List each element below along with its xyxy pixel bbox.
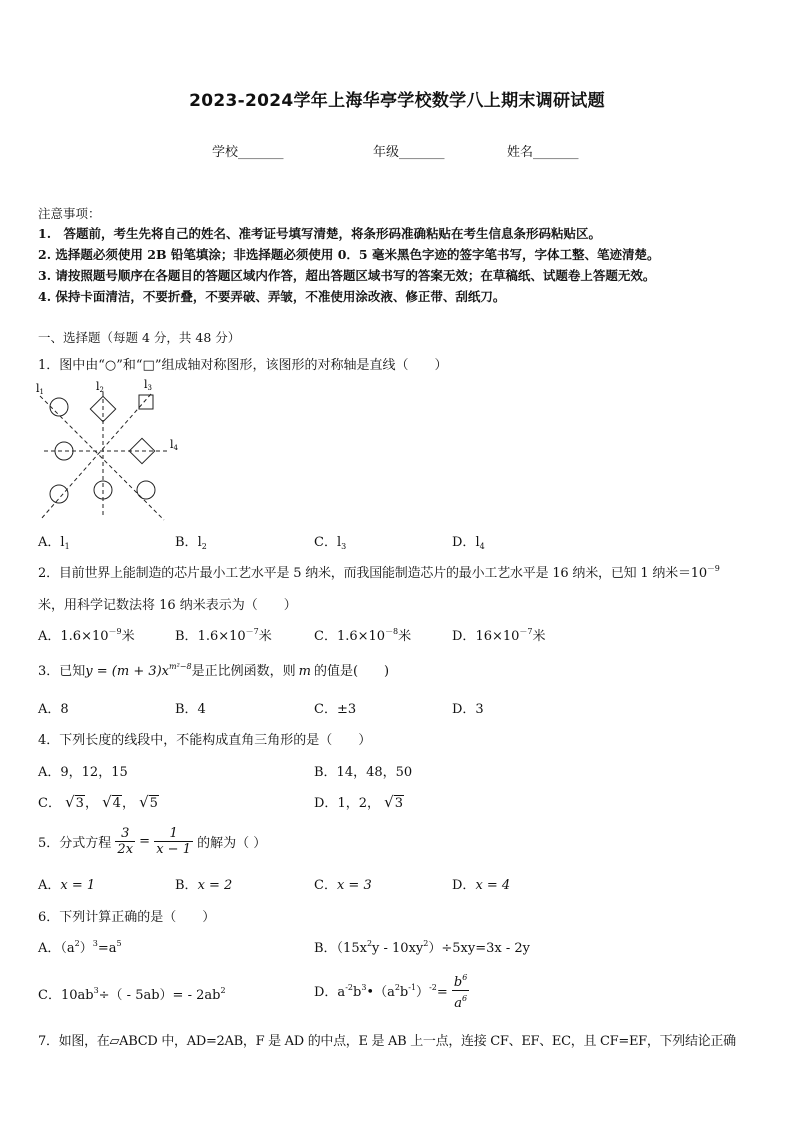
q3-option-d: D．3 — [452, 702, 484, 717]
fraction-1-over-x-minus-1: $\frac{1}{x - 1}$ — [156, 826, 191, 857]
q1-option-c: C．$l_3$ — [314, 535, 347, 551]
fraction-3-over-2x: $\frac{3}{2x}$ — [117, 826, 134, 857]
q4-option-c: C． √3， √4， √5 — [38, 793, 158, 811]
sqrt-3: √3 — [384, 793, 403, 811]
q1-stem: 1．图中由“○”和“□”组成轴对称图形，该图形的对称轴是直线（ ） — [38, 358, 448, 373]
q1-option-b: B．$l_2$ — [175, 535, 207, 551]
q4-stem: 4．下列长度的线段中，不能构成直角三角形的是（ ） — [38, 733, 372, 748]
circle-shape — [50, 398, 68, 416]
q2-option-a: A．$1.6\times 10^{-9}$米 — [38, 627, 135, 644]
page-title: 2023-2024学年上海华亭学校数学八上期末调研试题 — [189, 91, 605, 111]
q5-option-b: B．x = 2 — [175, 878, 233, 893]
circle-shape — [137, 481, 155, 499]
q6-stem: 6．下列计算正确的是（ ） — [38, 910, 216, 925]
q3-stem: 3．已知$y = (m + 3)x^{m^2-8}$是正比例函数，则 m 的值是( ) — [38, 662, 390, 679]
q3-option-b: B．4 — [175, 702, 206, 717]
q2-stem-line1: 2．目前世界上能制造的芯片最小工艺水平是 5 纳米，而我国能制造芯片的最小工艺水平是 16 纳米，已知 1 纳米$=10^{-9}$ — [38, 564, 720, 581]
q2-option-c: C．$1.6\times 10^{-8}$米 — [314, 627, 412, 644]
line-label-l2: l2 — [96, 380, 104, 394]
circle-shape — [55, 442, 73, 460]
line-label-l4: l4 — [170, 438, 178, 452]
grade-field-label: 年级_______ — [373, 145, 445, 160]
school-field-label: 学校_______ — [212, 145, 284, 160]
circle-shape — [50, 485, 68, 503]
q3-option-c: C．±3 — [314, 702, 357, 717]
q1-option-d: D．$l_4$ — [452, 535, 485, 551]
sqrt-3: √3 — [65, 793, 84, 811]
notes-heading: 注意事项： — [38, 206, 101, 221]
q7-stem: 7．如图，在▱ABCD 中，AD=2AB，F 是 AD 的中点，E 是 AB 上一点，连接 CF、EF、EC，且 CF=EF，下列结论正确 — [38, 1034, 736, 1049]
line-label-l3: l3 — [144, 378, 152, 392]
q4-option-b: B．14，48，50 — [314, 765, 413, 780]
fraction-b6-over-a6: $\frac{b^6}{a^6}$ — [452, 970, 469, 1011]
note-item-3: 3. 请按照题号顺序在各题目的答题区域内作答，超出答题区域书写的答案无效；在草稿纸、试题卷上答题无效。 — [38, 268, 656, 283]
q2-option-d: D．$16\times 10^{-7}$米 — [452, 627, 546, 644]
name-field-label: 姓名_______ — [507, 145, 579, 160]
q5-option-d: D．x = 4 — [452, 878, 511, 893]
q2-option-b: B．$1.6\times 10^{-7}$米 — [175, 627, 272, 644]
q5-stem: 5．分式方程 $\frac{3}{2x}$ = $\frac{1}{x - 1}$ 的解为（ ） — [38, 826, 267, 857]
q4-option-a: A．9，12，15 — [38, 765, 128, 780]
line-label-l1: l1 — [36, 382, 44, 396]
note-item-2: 2. 选择题必须使用 2B 铅笔填涂；非选择题必须使用 0．5 毫米黑色字迹的签字笔书写，字体工整、笔迹清楚。 — [38, 247, 660, 262]
q4-option-d: D．1，2， √3 — [314, 793, 403, 811]
q6-option-a: A．$(a^2)^3=a^5$ — [38, 939, 122, 956]
q5-option-a: A．x = 1 — [38, 878, 96, 893]
square-shape — [139, 395, 153, 409]
q2-stem-line2: 米，用科学记数法将 16 纳米表示为（ ） — [38, 598, 297, 613]
note-item-4: 4. 保持卡面清洁，不要折叠，不要弄破、弄皱，不准使用涂改液、修正带、刮纸刀。 — [38, 289, 506, 304]
q1-option-a: A．$l_1$ — [38, 535, 70, 551]
sqrt-5: √5 — [139, 793, 158, 811]
q6-option-b: B．$(15x^2y - 10xy^2)\div 5xy=3x - 2y$ — [314, 939, 530, 956]
sqrt-4: √4 — [102, 793, 121, 811]
q1-figure — [30, 378, 190, 523]
q6-option-c: C．$10ab^3\div( - 5ab)= - 2ab^2$ — [38, 986, 226, 1003]
q3-option-a: A．8 — [38, 702, 69, 717]
note-item-1: 1. 答题前，考生先将自己的姓名、准考证号填写清楚，将条形码准确粘贴在考生信息条形码粘贴区。 — [38, 226, 602, 241]
section-heading: 一、选择题（每题 4 分，共 48 分） — [38, 330, 241, 345]
q5-option-c: C．x = 3 — [314, 878, 372, 893]
q6-option-d: D．$a^{-2}b^3•(a^2b^{-1})^{-2}=$ $\frac{b^6}{a^6}$ — [314, 970, 469, 1011]
